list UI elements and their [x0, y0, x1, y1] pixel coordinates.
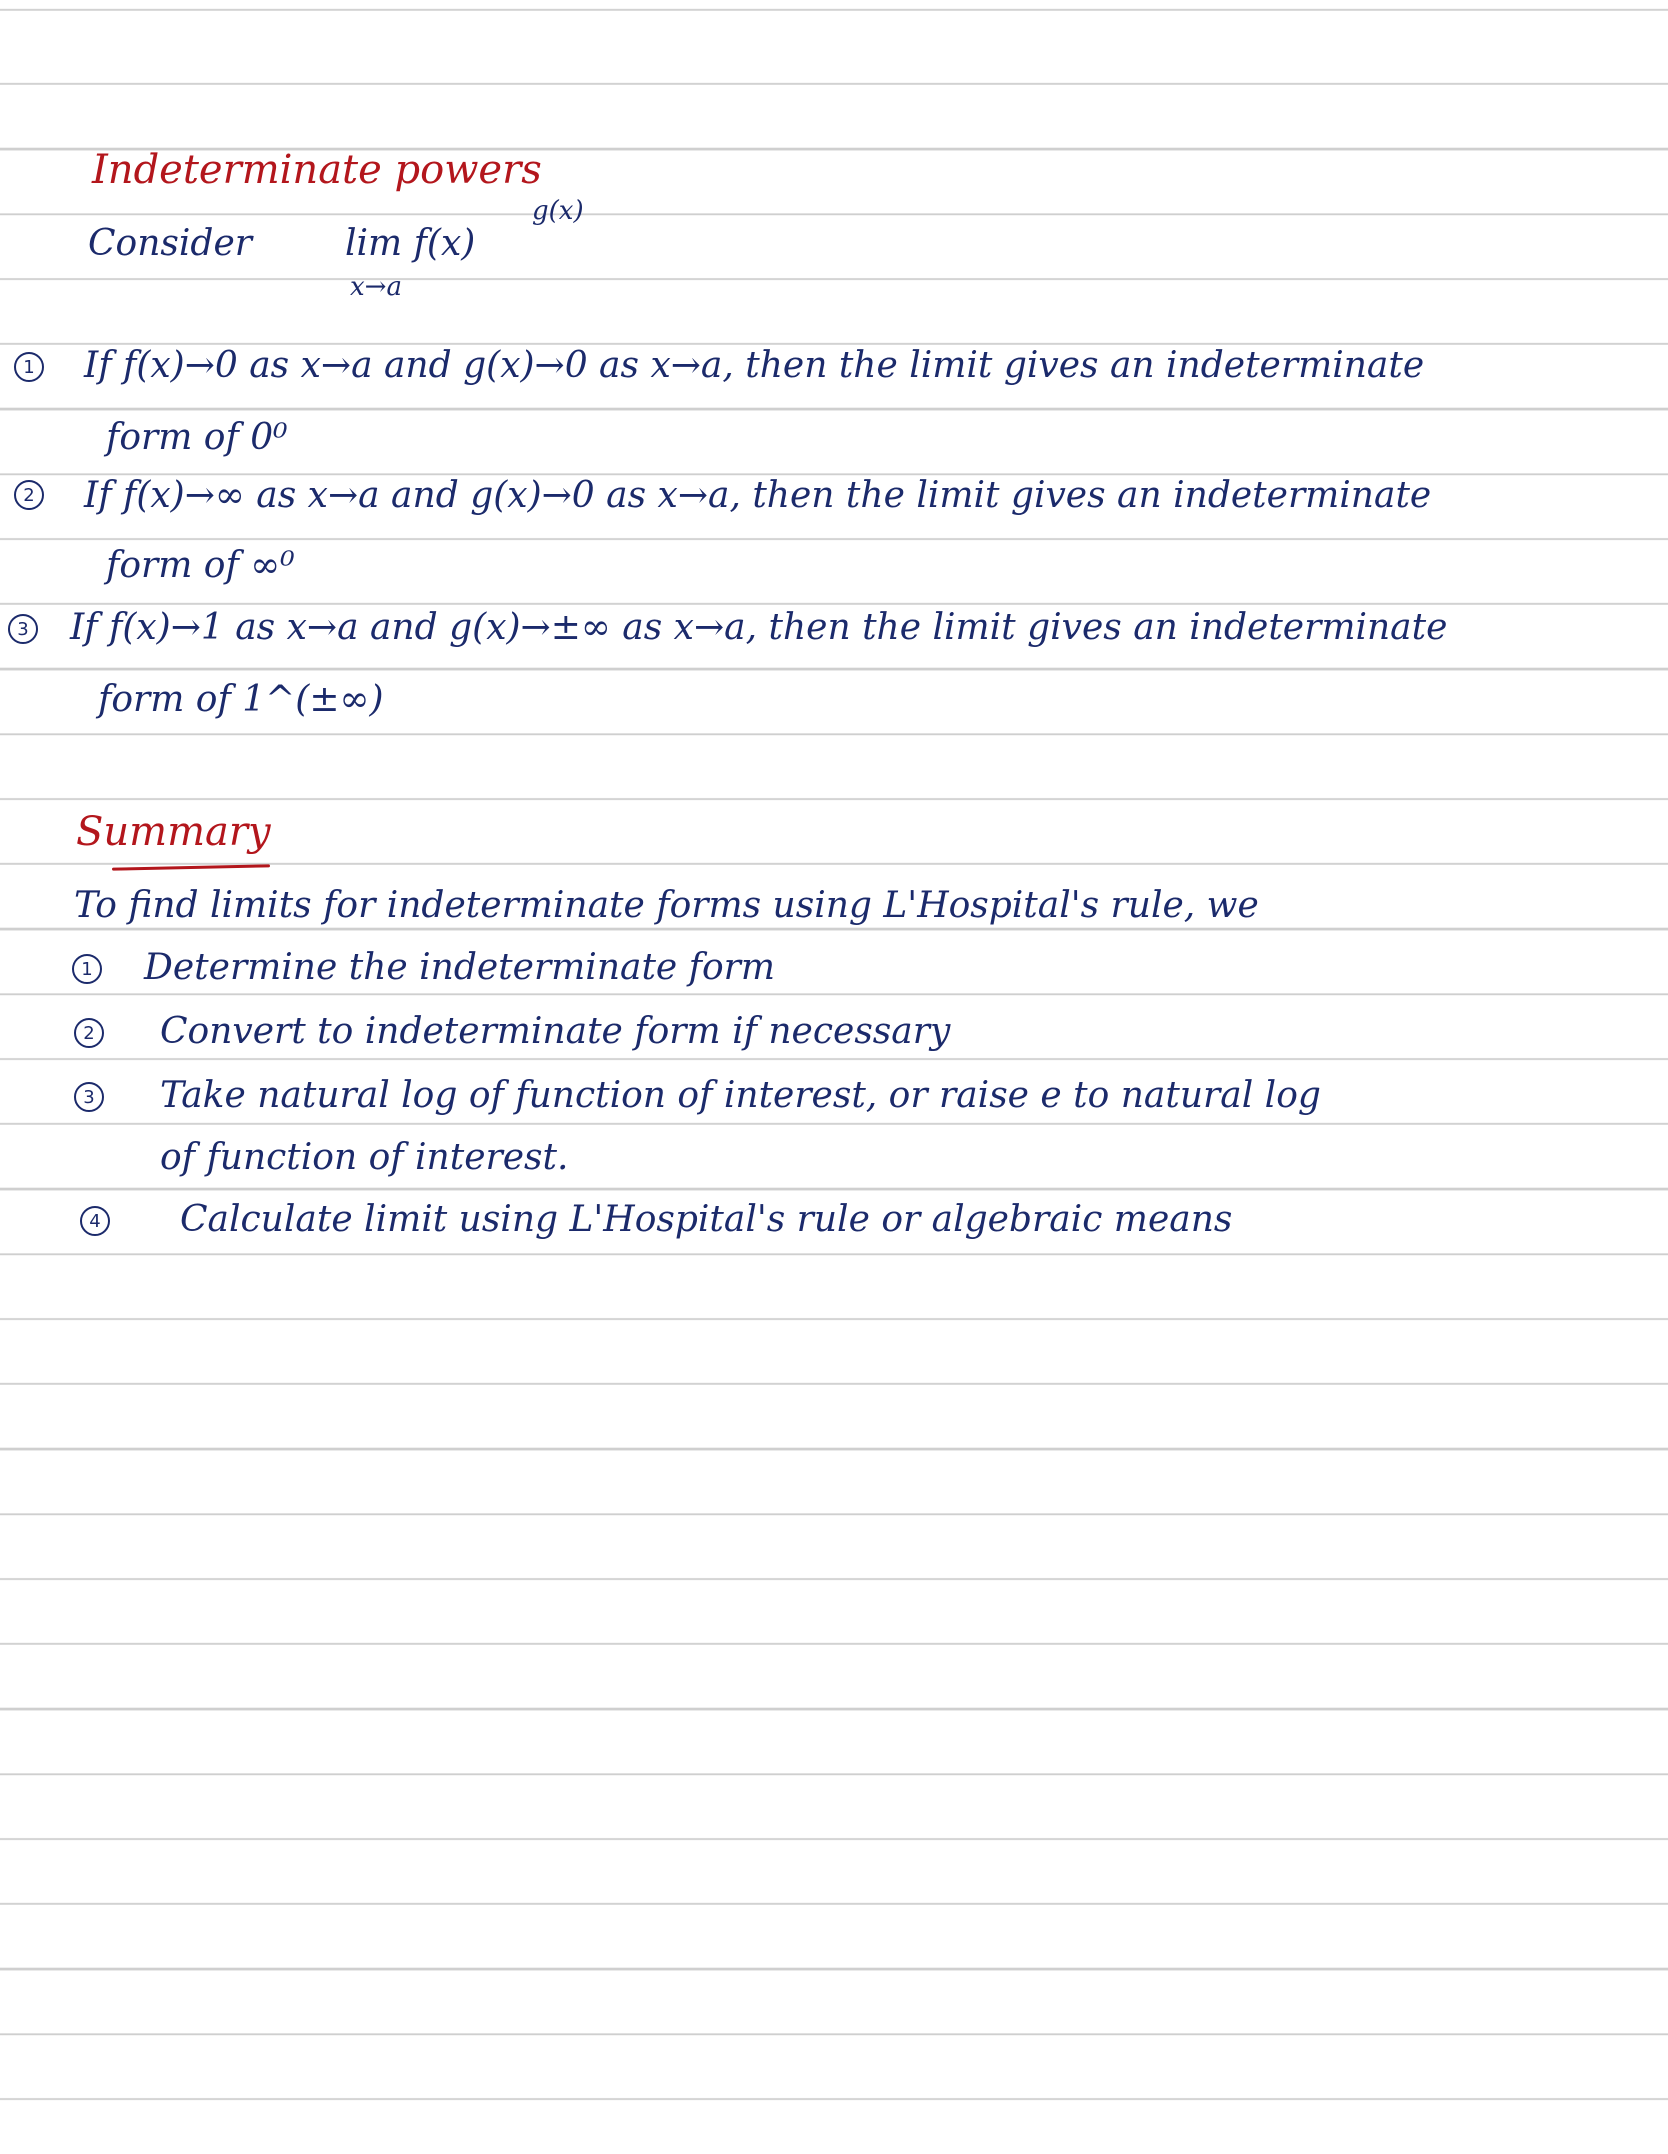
step-3-text-continued: of function of interest. [160, 1137, 569, 1178]
case-3-number: 3 [8, 614, 38, 644]
consider-label: Consider [88, 223, 252, 264]
case-3-line1: If f(x)→1 as x→a and g(x)→±∞ as x→a, then the limit gives an indeterminate [70, 607, 1448, 648]
case-2-line1: If f(x)→∞ as x→a and g(x)→0 as x→a, then the limit gives an indeterminate [84, 475, 1432, 516]
step-2-number: 2 [74, 1018, 104, 1048]
case-2-line2: form of ∞⁰ [106, 545, 295, 586]
step-4-text: Calculate limit using L'Hospital's rule or algebraic means [180, 1199, 1233, 1240]
case-1-number: 1 [14, 352, 44, 382]
summary-title: Summary [76, 809, 271, 855]
page-title: Indeterminate powers [92, 147, 542, 193]
summary-underline [112, 864, 270, 870]
limit-subscript: x→a [350, 272, 402, 302]
case-1-line2: form of 0⁰ [106, 417, 288, 458]
summary-intro: To find limits for indeterminate forms using L'Hospital's rule, we [74, 885, 1259, 926]
case-3-line2: form of 1^(±∞) [98, 679, 384, 720]
case-1-line1: If f(x)→0 as x→a and g(x)→0 as x→a, then the limit gives an indeterminate [84, 345, 1425, 386]
step-3-text: Take natural log of function of interest, or raise e to natural log [160, 1075, 1321, 1116]
case-2-number: 2 [14, 480, 44, 510]
step-1-number: 1 [72, 954, 102, 984]
limit-expression: lim f(x) [345, 223, 476, 264]
step-3-number: 3 [74, 1082, 104, 1112]
step-1-text: Determine the indeterminate form [144, 947, 776, 988]
step-4-number: 4 [80, 1206, 110, 1236]
step-2-text: Convert to indeterminate form if necessary [160, 1011, 951, 1052]
limit-exponent: g(x) [532, 196, 584, 226]
